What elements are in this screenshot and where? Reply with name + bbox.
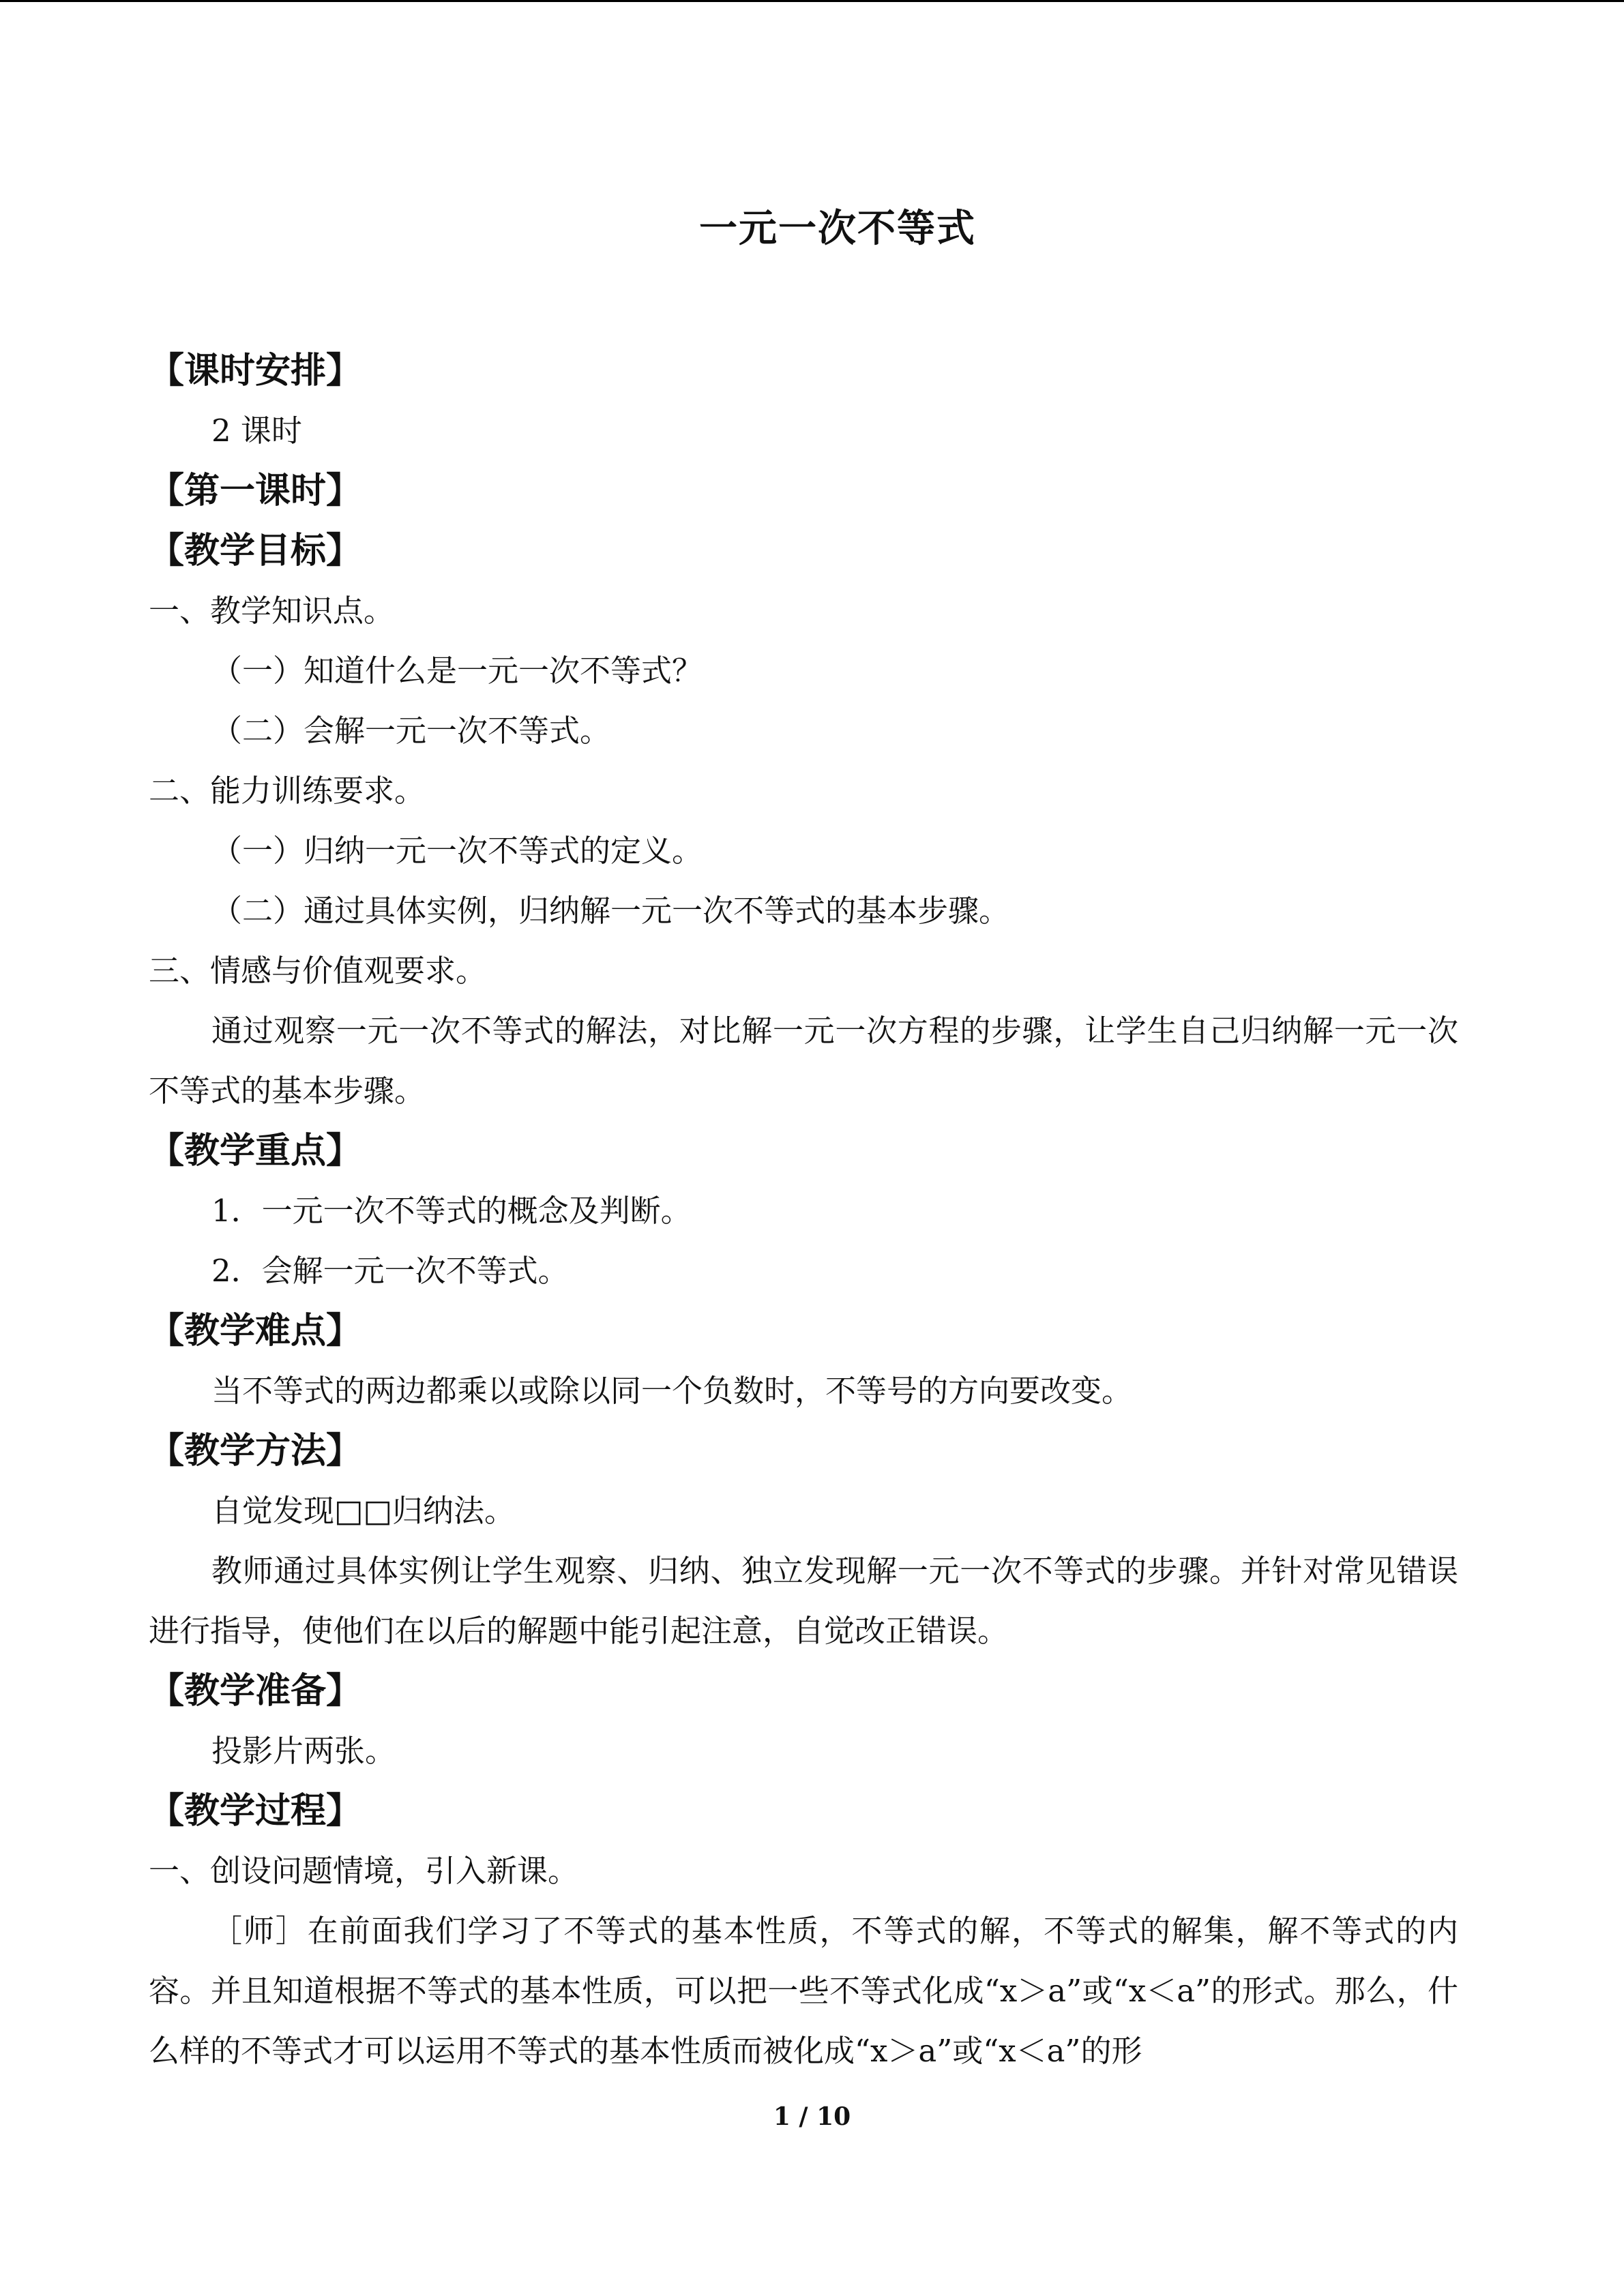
goal3-title: 三、情感与价值观要求。 bbox=[149, 953, 487, 989]
page-number: 1 / 10 bbox=[773, 2102, 851, 2131]
method-text-1: 自觉发现□□归纳法。 bbox=[211, 1493, 516, 1529]
page-top-border bbox=[0, 0, 1624, 2]
key-point-2: 2．会解一元一次不等式。 bbox=[211, 1253, 569, 1289]
goal1-item-b: （二）会解一元一次不等式。 bbox=[211, 713, 611, 749]
key-point-1: 1．一元一次不等式的概念及判断。 bbox=[211, 1193, 692, 1229]
section-heading-method: 【教学方法】 bbox=[149, 1430, 362, 1472]
goal2-item-a: （一）归纳一元一次不等式的定义。 bbox=[211, 833, 703, 869]
section-heading-lesson1: 【第一课时】 bbox=[149, 470, 362, 511]
goal3-paragraph: 通过观察一元一次不等式的解法，对比解一元一次方程的步骤，让学生自己归纳解一元一次不等式的基本步骤。 bbox=[149, 1013, 1458, 1109]
process1-paragraph: ［师］在前面我们学习了不等式的基本性质，不等式的解，不等式的解集，解不等式的内容。并且知道根据不等式的基本性质，可以把一些不等式化成“x＞a”或“x＜a”的形式。那么，什么样的不等式才可以运用不等式的基本性质而被化成“x＞a”或“x＜a”的形 bbox=[149, 1913, 1458, 2069]
section-heading-process: 【教学过程】 bbox=[149, 1790, 362, 1832]
section-heading-difficulty: 【教学难点】 bbox=[149, 1310, 362, 1352]
section-heading-schedule: 【课时安排】 bbox=[149, 350, 362, 391]
process1-title: 一、创设问题情境，引入新课。 bbox=[149, 1853, 579, 1889]
method-paragraph: 教师通过具体实例让学生观察、归纳、独立发现解一元一次不等式的步骤。并针对常见错误进行指导，使他们在以后的解题中能引起注意，自觉改正错误。 bbox=[149, 1553, 1458, 1649]
section-heading-goals: 【教学目标】 bbox=[149, 530, 362, 571]
section-heading-preparation: 【教学准备】 bbox=[149, 1670, 362, 1712]
section-heading-key-points: 【教学重点】 bbox=[149, 1130, 362, 1172]
difficulty-text: 当不等式的两边都乘以或除以同一个负数时，不等号的方向要改变。 bbox=[211, 1373, 1133, 1409]
preparation-text: 投影片两张。 bbox=[211, 1733, 396, 1769]
schedule-text: 2 课时 bbox=[211, 413, 302, 449]
document-title: 一元一次不等式 bbox=[699, 206, 976, 251]
document-page bbox=[149, 198, 1458, 2081]
goal2-item-b: （二）通过具体实例，归纳解一元一次不等式的基本步骤。 bbox=[211, 893, 1010, 929]
goal2-title: 二、能力训练要求。 bbox=[149, 773, 426, 809]
goal1-item-a: （一）知道什么是一元一次不等式？ bbox=[211, 653, 703, 689]
goal1-title: 一、教学知识点。 bbox=[149, 593, 395, 629]
